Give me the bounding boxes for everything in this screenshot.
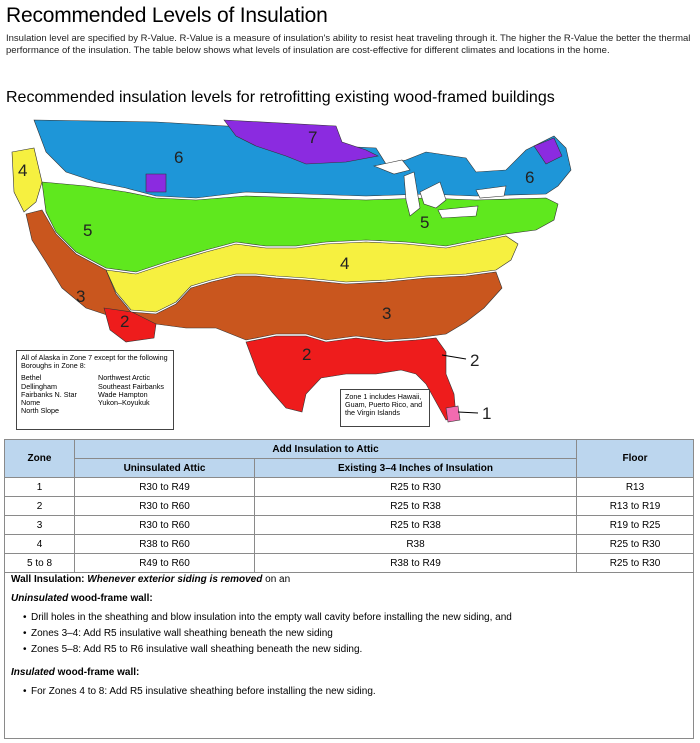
cell-uninsulated: R49 to R60 [75,554,255,573]
list-item [23,644,687,655]
alaska-boroughs-col2 [98,374,169,415]
bullet: • [23,612,27,623]
uninsulated-rest: wood-frame wall: [68,593,153,604]
list-item-text: Zones 3–4: Add R5 insulative wall sheathing beneath the new siding [31,628,333,639]
cell-uninsulated: R30 to R60 [75,497,255,516]
zone-label: 4 [340,254,350,273]
zone-1-region [446,406,460,422]
borough: Wade Hampton [98,389,148,399]
zone-label: 7 [308,128,318,147]
cell-zone: 5 to 8 [5,554,75,573]
cell-floor: R25 to R30 [577,535,694,554]
cell-zone: 2 [5,497,75,516]
zone-4-coast [12,148,42,212]
list-item-text: Zones 5–8: Add R5 to R6 insulative wall sheathing beneath the new siding. [31,644,363,655]
wall-condition-suffix: on an [262,574,291,585]
zone-label: 2 [470,351,480,370]
wall-insulation-intro [11,574,687,585]
borough: Fairbanks N. Star [21,389,77,399]
list-item [23,612,687,623]
cell-floor: R13 to R19 [577,497,694,516]
borough: North Slope [21,406,59,416]
insulation-table [4,439,694,573]
list-item-text: Drill holes in the sheathing and blow insulation into the empty wall cavity before installing the new siding, and [31,612,512,623]
wall-insulation-section [4,571,694,739]
list-item [23,686,687,697]
map-heading: Recommended insulation levels for retrofitting existing wood-framed buildings [6,89,555,106]
zone-label: 6 [525,168,535,187]
wall-label: Wall Insulation: [11,574,85,585]
cell-existing: R38 to R49 [255,554,577,573]
header-floor: Floor [577,440,694,478]
list-item-text: For Zones 4 to 8: Add R5 insulative sheathing before installing the new siding. [31,686,376,697]
intro-paragraph: Insulation level are specified by R-Value. R-Value is a measure of insulation's ability to resist heat traveling through it. The higher the R-Value the better the thermal performance of the insulation. The table below shows what levels of insulation are cost-effective for different climates and locations in the home. [6,33,691,56]
uninsulated-wall-list [11,612,687,655]
zone-label: 5 [420,213,430,232]
zone-label: 5 [83,221,93,240]
zone-1-pointer [458,412,478,413]
alaska-note-intro: All of Alaska in Zone 7 except for the following Boroughs in Zone 8: [21,353,168,371]
borough: Northwest Arctic [98,373,150,383]
cell-zone: 3 [5,516,75,535]
cell-existing: R38 [255,535,577,554]
cell-zone: 4 [5,535,75,554]
table-row [5,535,694,554]
bullet: • [23,644,27,655]
header-attic-group: Add Insulation to Attic [75,440,577,459]
insulated-wall-list [11,686,687,697]
header-zone: Zone [5,440,75,478]
borough: Yukon–Koyukuk [98,398,150,408]
uninsulated-wall-heading [11,593,687,604]
zone-label: 3 [382,304,392,323]
cell-uninsulated: R30 to R60 [75,516,255,535]
alaska-boroughs-col1 [21,374,92,415]
borough: Southeast Fairbanks [98,381,164,391]
table-row [5,516,694,535]
wall-condition: Whenever exterior siding is removed [87,574,263,585]
borough: Bethel [21,373,42,383]
cell-existing: R25 to R38 [255,516,577,535]
zone-label: 1 [482,404,492,423]
cell-existing: R25 to R38 [255,497,577,516]
insulated-word: Insulated [11,667,55,678]
zone1-note: Zone 1 includes Hawaii, Guam, Puerto Rico, and the Virgin Islands [340,389,430,427]
zone-label: 4 [18,161,28,180]
list-item [23,628,687,639]
zone-label: 2 [120,312,130,331]
table-row [5,554,694,573]
cell-uninsulated: R38 to R60 [75,535,255,554]
insulation-table-wrap [4,439,694,573]
cell-floor: R25 to R30 [577,554,694,573]
cell-floor: R13 [577,478,694,497]
cell-existing: R25 to R30 [255,478,577,497]
borough: Nome [21,398,41,408]
zone-label: 6 [174,148,184,167]
bullet: • [23,628,27,639]
zone-7-wyoming [146,174,166,192]
cell-zone: 1 [5,478,75,497]
insulated-wall-heading [11,667,687,678]
uninsulated-word: Uninsulated [11,593,69,604]
bullet: • [23,686,27,697]
table-row [5,497,694,516]
cell-floor: R19 to R25 [577,516,694,535]
cell-uninsulated: R30 to R49 [75,478,255,497]
climate-zone-map [6,112,694,432]
header-existing-insulation: Existing 3–4 Inches of Insulation [255,459,577,478]
table-row [5,478,694,497]
borough: Dellingham [21,381,57,391]
alaska-note [16,350,174,430]
zone-label: 2 [302,345,312,364]
zone-label: 3 [76,287,86,306]
header-uninsulated-attic: Uninsulated Attic [75,459,255,478]
insulated-rest: wood-frame wall: [54,667,140,678]
page-title: Recommended Levels of Insulation [6,4,328,27]
